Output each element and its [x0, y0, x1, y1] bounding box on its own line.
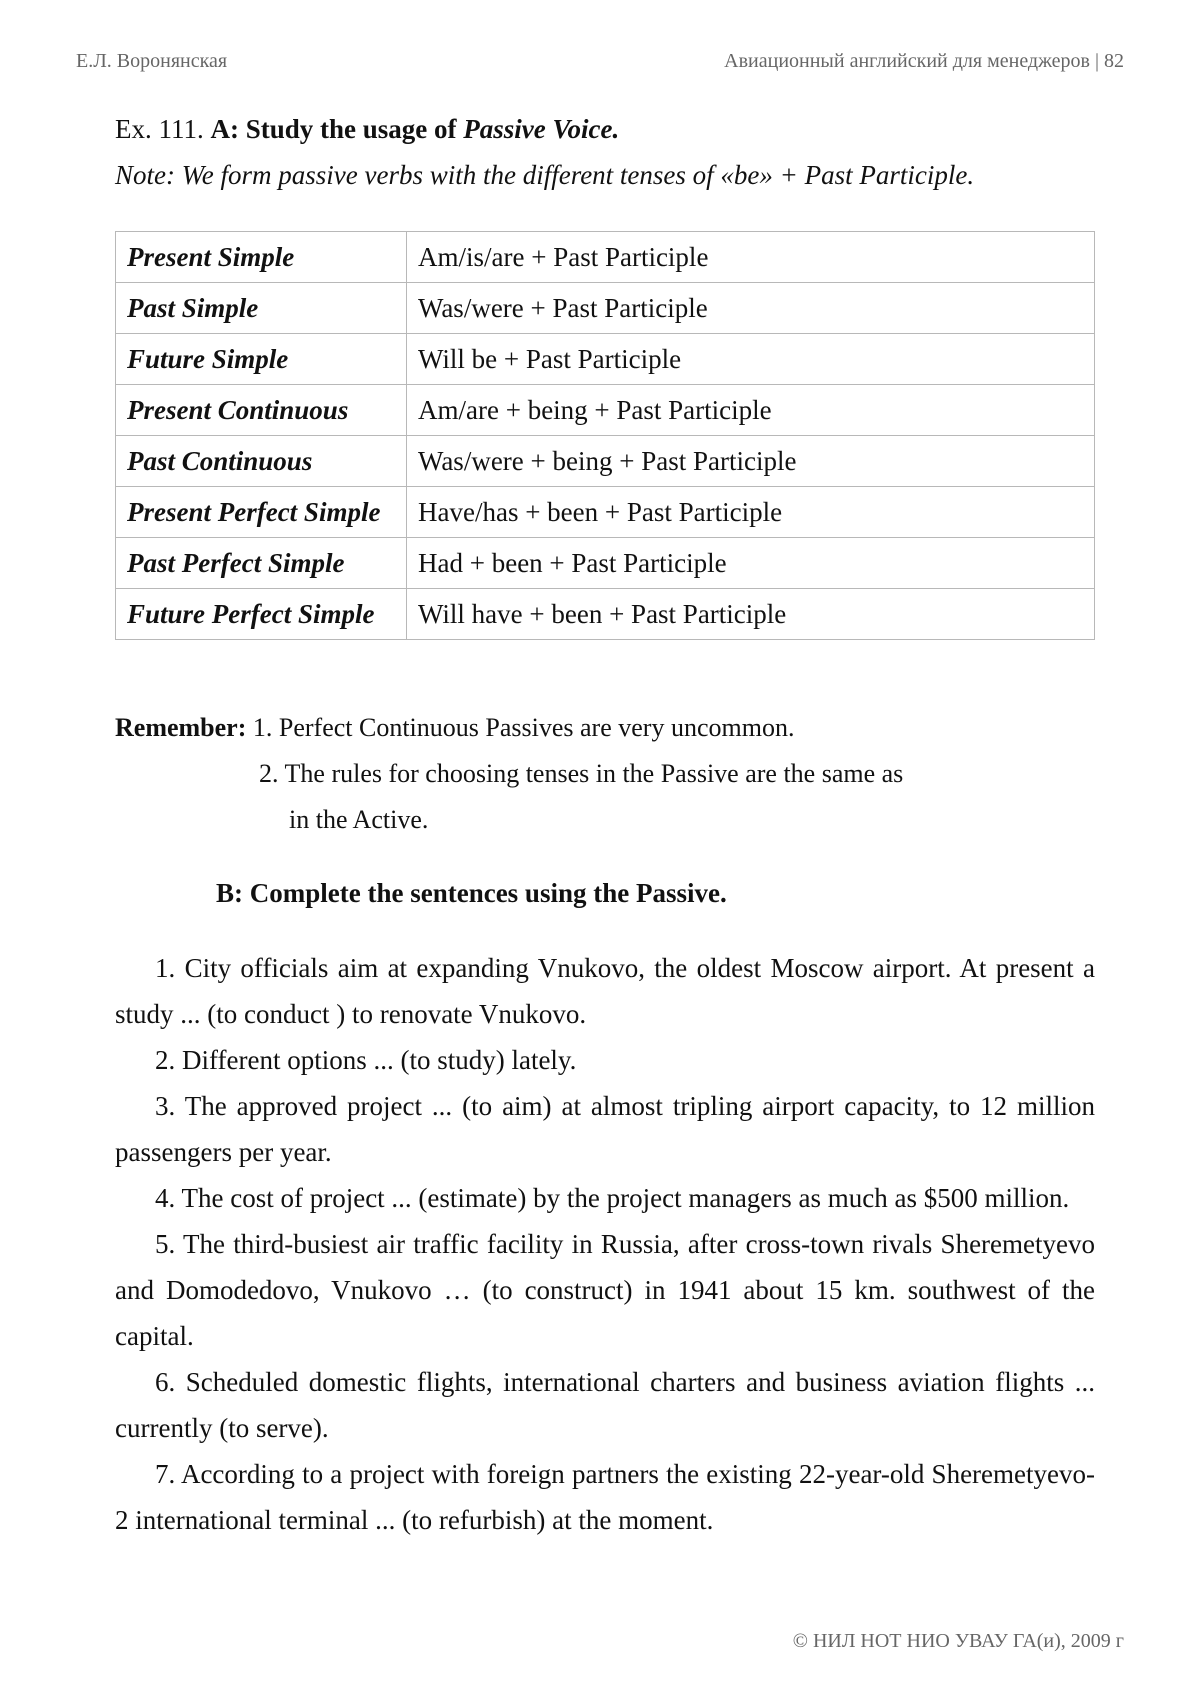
tense-cell: Future Simple	[116, 334, 407, 385]
sentence-list	[115, 945, 1095, 1543]
formula-cell: Will have + been + Past Participle	[407, 589, 1095, 640]
formula-cell: Had + been + Past Participle	[407, 538, 1095, 589]
remember-item-2: 2. The rules for choosing tenses in the Passive are the same as	[259, 759, 904, 788]
table-row	[116, 385, 1095, 436]
tense-cell: Past Simple	[116, 283, 407, 334]
table-row	[116, 232, 1095, 283]
exercise-part-a: A: Study the usage of	[210, 114, 457, 144]
formula-cell: Was/were + Past Participle	[407, 283, 1095, 334]
header-book-title: Авиационный английский для менеджеров | 82	[724, 50, 1124, 72]
sentence-item: 7. According to a project with foreign partners the existing 22-year-old Sheremetyevo-2 international terminal ... (to refurbish) at the moment.	[115, 1459, 1095, 1535]
part-b-title: B: Complete the sentences using the Passive.	[216, 878, 727, 908]
remember-item-1: 1. Perfect Continuous Passives are very uncommon.	[252, 713, 795, 742]
exercise-title	[115, 114, 619, 145]
formula-cell: Have/has + been + Past Participle	[407, 487, 1095, 538]
sentence-item: 6. Scheduled domestic flights, international charters and business aviation flights ... currently (to serve).	[115, 1367, 1095, 1443]
header-author: Е.Л. Воронянская	[76, 50, 228, 72]
formula-cell: Was/were + being + Past Participle	[407, 436, 1095, 487]
table-row	[116, 487, 1095, 538]
tense-cell: Future Perfect Simple	[116, 589, 407, 640]
sentence-item: 1. City officials aim at expanding Vnukovo, the oldest Moscow airport. At present a study ... (to conduct ) to renovate Vnukovo.	[115, 953, 1095, 1029]
remember-label: Remember:	[115, 713, 247, 742]
exercise-note: Note: We form passive verbs with the different tenses of «be» + Past Participle.	[115, 160, 975, 190]
footer-copyright: © НИЛ НОТ НИО УВАУ ГА(и), 2009 г	[792, 1630, 1124, 1652]
exercise-part-a-topic: Passive Voice.	[463, 114, 620, 144]
sentence-item: 4. The cost of project ... (estimate) by the project managers as much as $500 million.	[155, 1183, 1070, 1213]
formula-cell: Am/are + being + Past Participle	[407, 385, 1095, 436]
sentence-item: 5. The third-busiest air traffic facility in Russia, after cross-town rivals Sheremetyevo and Domodedovo, Vnukovo … (to construct) in 1941 about 15 km. southwest of the capital.	[115, 1229, 1095, 1351]
sentence-item: 2. Different options ... (to study) lately.	[155, 1045, 577, 1075]
running-header	[76, 50, 1124, 73]
sentence-item: 3. The approved project ... (to aim) at almost tripling airport capacity, to 12 million passengers per year.	[115, 1091, 1095, 1167]
formula-cell: Am/is/are + Past Participle	[407, 232, 1095, 283]
table-row	[116, 334, 1095, 385]
remember-block	[115, 705, 903, 843]
tense-cell: Past Perfect Simple	[116, 538, 407, 589]
tense-cell: Present Continuous	[116, 385, 407, 436]
table-row	[116, 538, 1095, 589]
table-row	[116, 283, 1095, 334]
tenses-table	[115, 231, 1095, 640]
tense-cell: Present Simple	[116, 232, 407, 283]
exercise-number: Ex. 111.	[115, 114, 204, 144]
table-row	[116, 589, 1095, 640]
remember-item-2-continued: in the Active.	[289, 805, 429, 834]
tense-cell: Past Continuous	[116, 436, 407, 487]
formula-cell: Will be + Past Participle	[407, 334, 1095, 385]
tense-cell: Present Perfect Simple	[116, 487, 407, 538]
table-row	[116, 436, 1095, 487]
